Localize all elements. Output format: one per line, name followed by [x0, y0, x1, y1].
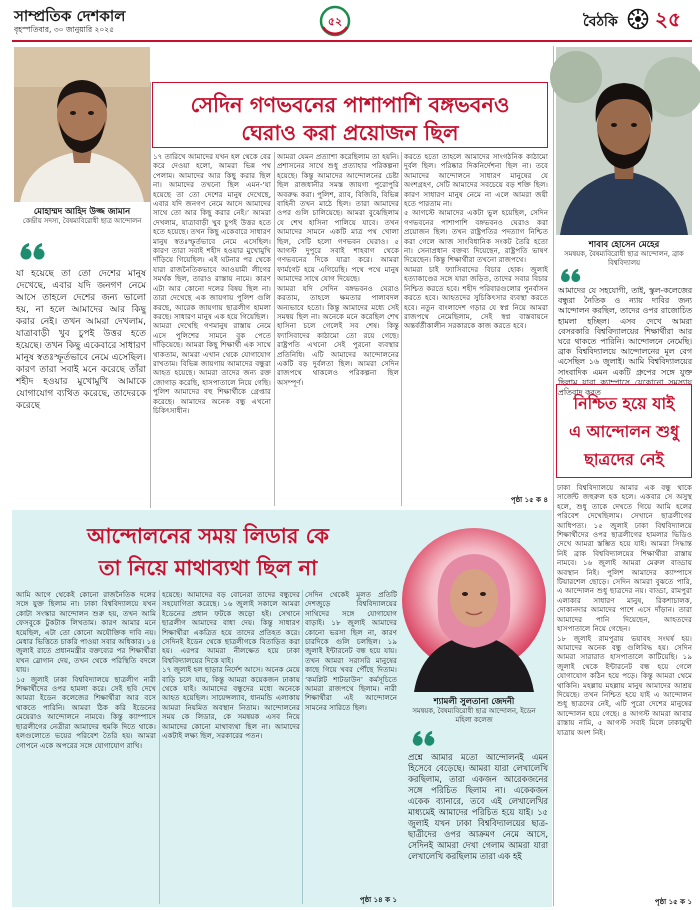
top-article-column-2: আমরা যেমন প্রত্যাশা করেছিলাম তা হয়নি। প্রশাসনের সাথে শুধু প্রত্যাহার পরিকল্পনা হয়েছে। কিন্তু আমাদের আন্দোলনের চেষ্টা ছিল রাজধানীর সমস্ত জায়গা পুরোপুরি অবরুদ্ধ করা। পুলিশ, র‍্যাব, বিজিবি, বিভিন্ন বাহিনী তখন মাঠে ছিল। তারা আমাদের ওপর গুলি চালিয়েছে। আমরা বুঝেছিলাম যে শেখ হাসিনা পালিয়ে যাবে। তখন আমাদের সামনে একটি মাত্র পথ খোলা ছিল, সেটি হলো গণভবন ঘেরাও। ৫ আগস্ট দুপুরে সবাই শাহবাগ থেকে গণভবনের দিকে যাত্রা করে। আমরা ফার্মগেট হয়ে এগিয়েছি। পথে পথে মানুষ আমাদের সাথে যোগ দিয়েছে। আমরা যদি সেদিন বঙ্গভবনও ঘেরাও করতাম, তাহলে ক্ষমতার পালাবদল অন্যভাবে হতো। কিন্তু আমাদের মধ্যে সেই সমন্বয় ছিল না। অনেকে মনে করেছিল শেখ হাসিনা চলে গেলেই সব শেষ। কিন্তু ফ্যাসিবাদের কাঠামো তো রয়ে গেছে। রাষ্ট্রপতি এখনো সেই পুরনো ব্যবস্থার প্রতিনিধি। এটি আমাদের আন্দোলনের একটি বড় দুর্বলতা ছিল। আমরা সেদিন রাজপথে থাকলেও পরিকল্পনা ছিল অসম্পূর্ণ। — [277, 152, 399, 387]
photo-interviewee-right — [556, 47, 692, 235]
headline-top-line-1: সেদিন গণভবনের পাশাপাশি বঙ্গভবনও — [190, 93, 510, 117]
interviewee-top-name: মোহাম্মদ আহিদ উজ্জ জামান — [33, 207, 131, 217]
column-rule — [159, 590, 160, 904]
logo-text: ৫২ — [327, 15, 343, 28]
right-article-body: ঢাকা বিশ্ববিদ্যালয়ে আমার এক বন্ধু থাকে সার্জেন্ট জহুরুল হক হলে। একবার সে অসুস্থ হলে, শুধু তাকে দেখতে গিয়ে আমি হলের পরিবেশ দেখেছিলাম। সেখানে ছাত্রলীগের আধিপত্য। ১৫ জুলাই ঢাকা বিশ্ববিদ্যালয়ে শিক্ষার্থীদের ওপর ছাত্রলীগের হামলার ভিডিও দেখে আমরা স্তম্ভিত হয়ে যাই। আমরা সিদ্ধান্ত নিই ব্রাক বিশ্ববিদ্যালয়ের শিক্ষার্থীরা রাস্তায় নামবে। ১৬ জুলাই আমরা মেরুল বাড্ডায় অবস্থান নিই। পুলিশ আমাদের ক্যাম্পাসে টিয়ারশেল ছোড়ে। সেদিন আমরা বুঝতে পারি, এ আন্দোলন শুধু ছাত্রদের নয়। বাড্ডা, রামপুরা এলাকার সাধারণ মানুষ, রিকশাচালক, দোকানদার আমাদের পাশে এসে দাঁড়ান। তারা আমাদের পানি দিয়েছেন, আহতদের হাসপাতালে নিয়ে গেছেন। ১৮ জুলাই রামপুরায় ভয়াবহ সংঘর্ষ হয়। আমাদের অনেক বন্ধু গুলিবিদ্ধ হয়। সেদিন আমরা সারারাত হাসপাতালে কাটিয়েছি। ১৯ জুলাই থেকে ইন্টারনেট বন্ধ হয়ে গেলে যোগাযোগ কঠিন হয়ে পড়ে। কিন্তু আমরা থেমে থাকিনি। মহল্লায় মহল্লায় মানুষ আমাদের আশ্রয় দিয়েছে। তখন নিশ্চিত হয়ে যাই এ আন্দোলন শুধু ছাত্রদের নেই, এটি পুরো দেশের মানুষের আন্দোলন হয়ে গেছে। ৪ আগস্ট আমরা আবার রাস্তায় নামি, ৫ আগস্ট সবাই মিলে ঢাকামুখী যাত্রায় অংশ নিই। — [557, 483, 692, 737]
right-article-jump: পৃষ্ঠা ১৫ ক ১ — [654, 898, 692, 906]
quote-mark-icon — [20, 242, 46, 262]
pull-quote-top: যা হয়েছে তা তো দেশের মানুষ দেখেছে, এবার যদি জনগণ নেমে আসে তাহলে দেশের জন্য ভালো হয়, না হলে আমাদের আর কিছু করার নেই। তখন আমরা দেখলাম, যাত্রাবাড়ী খুব চুপই উত্তর হতে হয়েছে। তখন কিছু একেবারে সাধারণ মানুষ স্বতঃস্ফূর্তভাবে নেমে এসেছিল। কারণ তারা সবাই মনে করেছে তাঁরা শহীদ হওয়ার মুখোমুখি আমাকে যোগাযোগ ব্যথিত করেছে, তাদেরকে করেছে — [16, 269, 146, 411]
masthead: সাম্প্রতিক দেশকাল — [14, 7, 126, 25]
interviewee-bottom-role: সমন্বয়ক, বৈষম্যবিরোধী ছাত্র আন্দোলন, ইডেন মহিলা কলেজ — [412, 707, 536, 724]
bottom-article-column-3: সেদিন থেকেই মূলত প্রতিটি দেশজুড়ে বিশ্ববিদ্যালয়ের সাথিদের সঙ্গে যোগাযোগ বাড়াই। ১৮ জুলাই আমাদের কোনো ভরসা ছিল না, কারণ চারদিকে গুলি চলছিল। ১৯ জুলাই ইন্টারনেট বন্ধ হয়ে যায়। তখন আমরা সরাসরি মানুষের কাছে গিয়ে খবর পৌঁছে দিতাম। ‘কমপ্লিট শাটডাউন’ কর্মসূচিতে আমরা রাজপথে ছিলাম। নারী শিক্ষার্থীরা এই আন্দোলনে সামনের সারিতে ছিল। — [305, 590, 397, 712]
photo-interviewee-top — [14, 47, 150, 202]
headline-top — [152, 82, 548, 148]
pull-quote-right: আমাদের যে সহযোগী, তাই, স্কুল-কলেজের বন্ধুরা নৈতিক ও ন্যায় দাবির জন্য আন্দোলন করছিল, তাদের ওপর রাজোচিত হামলা হচ্ছিল। এসব দেখে আমরা বেসরকারি বিশ্ববিদ্যালয়ের শিক্ষার্থীরা আর ঘরে থাকতে পারিনি। আন্দোলনে নেমেছি। ব্রাক বিশ্ববিদ্যালয়ে আন্দোলনের মূল বেগ এসেছিল ১৬ জুলাই। আমি বিশ্ববিদ্যালয়ের সাংবাদিক এমন একটি গ্রুপের সঙ্গে যুক্ত ছিলাম যারা ক্যাম্পাসে যেকোনো সমস্যায় প্রতিবাদ করত — [558, 286, 692, 398]
anniversary-logo-icon — [318, 5, 352, 37]
bottom-article-jump: পৃষ্ঠা ১৪ ক ১ — [359, 896, 397, 904]
headline-bottom-line-2: তা নিয়ে মাথাব্যথা ছিল না — [98, 556, 318, 580]
top-article-jump: পৃষ্ঠা ১৫ ক ৪ — [510, 496, 548, 504]
top-article-column-1: ১৭ তারিখে আমাদের যখন হল থেকে বের করে দেওয়া হলো, আমরা ভিন্ন পথ পেলাম। আমাদের আর কিছু করার ছিল না। আমাদের তখনো ছিল এমন-‘যা হয়েছে তা তো দেশের মানুষ দেখেছে, এবার যদি জনগণ নেমে আসে আমাদের সাথে তো আর কিছু করার নেই।’ আমরা দেখলাম, যাত্রাবাড়ী খুব চুপই উত্তর হতে হতে হয়েছে। তখন কিছু একেবারে সাধারণ মানুষ স্বতঃস্ফূর্তভাবে নেমে এসেছিল। কারণ তারা সবাই শহীদ হওয়ার মুখোমুখি দাঁড়িয়ে গিয়েছিল। এই ঘটনার পর থেকে যারা রাজনৈতিকভাবে আওয়ামী লীগের সমর্থক ছিল, তারাও রাস্তায় নামে। কারণ এটা আর কোনো দলের বিষয় ছিল না। তারা দেখেছে এক জায়গায় পুলিশ গুলি করছে, আরেক জায়গায় ছাত্রলীগ হামলা করছে। সাধারণ মানুষ এক হয়ে গিয়েছিল। আমরা দেখেছি গণমানুষ রাস্তায় নেমে এসে পুলিশের সামনে বুক পেতে দাঁড়িয়েছে। আমরা কিছু শিক্ষার্থী এক সাথে থাকতাম, আমরা এখান থেকে যোগাযোগ রাখতাম। বিভিন্ন জায়গায় আমাদের বন্ধুরা আহত হয়েছে। আমরা তাদের জন্য রক্ত জোগাড় করেছি, হাসপাতালে নিয়ে গেছি। পুলিশ আমাদের বহু শিক্ষার্থীকে গ্রেপ্তার করেছে। আমাদের অনেক বন্ধু এখনো চিকিৎসাধীন। — [153, 152, 271, 415]
subhead-right-line-2: এ আন্দোলন শুধু — [568, 422, 680, 441]
quote-mark-icon — [412, 730, 436, 748]
interviewee-right-name: শাবাব হোসেন মেহের — [588, 240, 660, 250]
subhead-right-line-1: নিশ্চিত হয়ে যাই — [573, 394, 675, 413]
page-number: ২৫ — [655, 7, 681, 31]
column-rule — [150, 82, 151, 508]
top-article-column-3: করতে হতো তাহলে আমাদের সাংগঠনিক কাঠামো দুর্বল ছিল। পরিষ্কার দিকনির্দেশনা ছিল না। তবে আমাদের আন্দোলনে সাধারণ মানুষের যে অংশগ্রহণ, সেটি আমাদের সবচেয়ে বড় শক্তি ছিল। কারণ সাধারণ মানুষ নেমে না এলে আমরা জয়ী হতে পারতাম না। ৫ আগস্টে আমাদের একটা ভুল হয়েছিল, সেদিন গণভবনের পাশাপাশি বঙ্গভবনও ঘেরাও করা প্রয়োজন ছিল। তখন রাষ্ট্রপতির পদত্যাগ নিশ্চিত করা গেলে আজ সাংবিধানিক সংকট তৈরি হতো না। সেনাপ্রধান বক্তব্য দিয়েছেন, রাষ্ট্রপতি ভাষণ দিয়েছেন। কিন্তু শিক্ষার্থীরা তখনো রাজপথে। আমরা চাই ফ্যাসিবাদের বিচার হোক। জুলাই হত্যাকাণ্ডের সঙ্গে যারা জড়িত, তাদের সবার বিচার নিশ্চিত করতে হবে। শহীদ পরিবারগুলোর পুনর্বাসন করতে হবে। আহতদের সুচিকিৎসার ব্যবস্থা করতে হবে। নতুন বাংলাদেশ গড়ার যে স্বপ্ন নিয়ে আমরা রাজপথে নেমেছিলাম, সেই স্বপ্ন বাস্তবায়নে অন্তর্বর্তীকালীন সরকারকে কাজ করতে হবে। — [404, 152, 548, 331]
issue-date: বৃহস্পতিবার, ৩০ জানুয়ারি ২০২৫ — [14, 25, 114, 34]
header-rule — [12, 40, 692, 42]
photo-interviewee-bottom — [400, 514, 548, 692]
headline-bottom — [22, 516, 394, 586]
column-rule — [553, 46, 554, 906]
quote-mark-icon — [560, 268, 582, 284]
headline-top-line-2: ঘেরাও করা প্রয়োজন ছিল — [241, 121, 459, 145]
column-rule — [401, 152, 402, 506]
headline-bottom-line-1: আন্দোলনের সময় লিডার কে — [87, 524, 329, 548]
section-emblem-icon — [627, 8, 649, 30]
subhead-right-line-3: ছাত্রদের নেই — [584, 450, 664, 469]
bottom-article-column-1: আমি আগে থেকেই কোনো রাজনৈতিক দলের সঙ্গে যুক্ত ছিলাম না। ঢাকা বিশ্ববিদ্যালয়ে যখন কোটা সংস্কার আন্দোলন শুরু হয়, তখন আমি ফেসবুকে টুকটাক লিখতাম। কারণ আমার মনে হয়েছিল, এটা তো কোনো অযৌক্তিক দাবি নয়। মেধার ভিত্তিতে চাকরি পাওয়া সবার অধিকার। ১৪ জুলাই রাতে প্রধানমন্ত্রীর বক্তব্যের পর শিক্ষার্থীরা যখন স্লোগান দেয়, তখন থেকে পরিস্থিতি বদলে যায়। ১৫ জুলাই ঢাকা বিশ্ববিদ্যালয়ে ছাত্রলীগ নারী শিক্ষার্থীদের ওপর হামলা করে। সেই ছবি দেখে আমরা ইডেন কলেজের শিক্ষার্থীরা আর বসে থাকতে পারিনি। আমরা ঠিক করি ইডেনের মেয়েরাও আন্দোলনে নামবে। কিন্তু ক্যাম্পাসে ছাত্রলীগের নেত্রীরা আমাদের হুমকি দিতে থাকে। হলগুলোতে ভয়ের পরিবেশ তৈরি হয়। আমরা গোপনে একে অপরের সঙ্গে যোগাযোগ রাখি। — [16, 590, 156, 750]
interviewee-top-role: কেন্দ্রীয় সদস্য, বৈষম্যবিরোধী ছাত্র আন্দোলন — [22, 217, 142, 225]
pull-quote-bottom: প্রশ্নে আমার মতো আন্দোলনই এমন হিসেবে বেড়েছে। আমরা যারা লেখালেখি করছিলাম, তারা একজন আরেকজনের সঙ্গে পরিচিত ছিলাম না। একেকজন একেক ব্যানারে, তবে এই লেখালেখির মাধ্যমেই আমাদের পরিচিত হয়ে যাই। ১৫ জুলাই যখন ঢাকা বিশ্ববিদ্যালয়ের ছাত্র-ছাত্রীদের ওপর আক্রমণ নেমে আসে, সেদিনই আমরা দেখা গেলাম আমরা যারা লেখালেখি করছিলাম তারা এক হই — [408, 752, 548, 861]
section-name: বৈঠকি — [583, 14, 618, 30]
bottom-article-column-2: হয়েছে। আমাদের বড় বোনেরা তাদের বন্ধুদের সহযোগিতা করেছে। ১৬ জুলাই সকালে আমরা ইডেনের প্রধান ফটকে জড়ো হই। সেখানে ছাত্রলীগ আমাদের বাধা দেয়। কিন্তু সাধারণ শিক্ষার্থীরা একত্রিত হয়ে তাদের প্রতিহত করে। সেদিনই ইডেন থেকে ছাত্রলীগকে বিতাড়িত করা হয়। এরপর আমরা নীলক্ষেত হয়ে ঢাকা বিশ্ববিদ্যালয়ের দিকে যাই। ১৭ জুলাই হল ছাড়ার নির্দেশ আসে। অনেক মেয়ে বাড়ি চলে যায়, কিন্তু আমরা কয়েকজন ঢাকায় থেকে যাই। আমাদের বন্ধুদের মধ্যে অনেকে আহত হয়েছিল। সায়েন্সল্যাব, ধানমন্ডি এলাকায় আমরা নিয়মিত অবস্থান নিতাম। আন্দোলনের সময় কে লিডার, কে সমন্বয়ক এসব নিয়ে আমাদের কোনো মাথাব্যথা ছিল না। আমাদের একটাই লক্ষ্য ছিল, সরকারের পতন। — [162, 590, 300, 741]
interviewee-right-role: সমন্বয়ক, বৈষম্যবিরোধী ছাত্র আন্দোলন, ব্রাক বিশ্ববিদ্যালয় — [564, 250, 684, 267]
subhead-right — [556, 384, 692, 478]
column-rule — [274, 152, 275, 506]
interviewee-bottom-name: শ্যামলী সুলতানা জেদনী — [433, 697, 515, 707]
column-rule — [302, 590, 303, 904]
